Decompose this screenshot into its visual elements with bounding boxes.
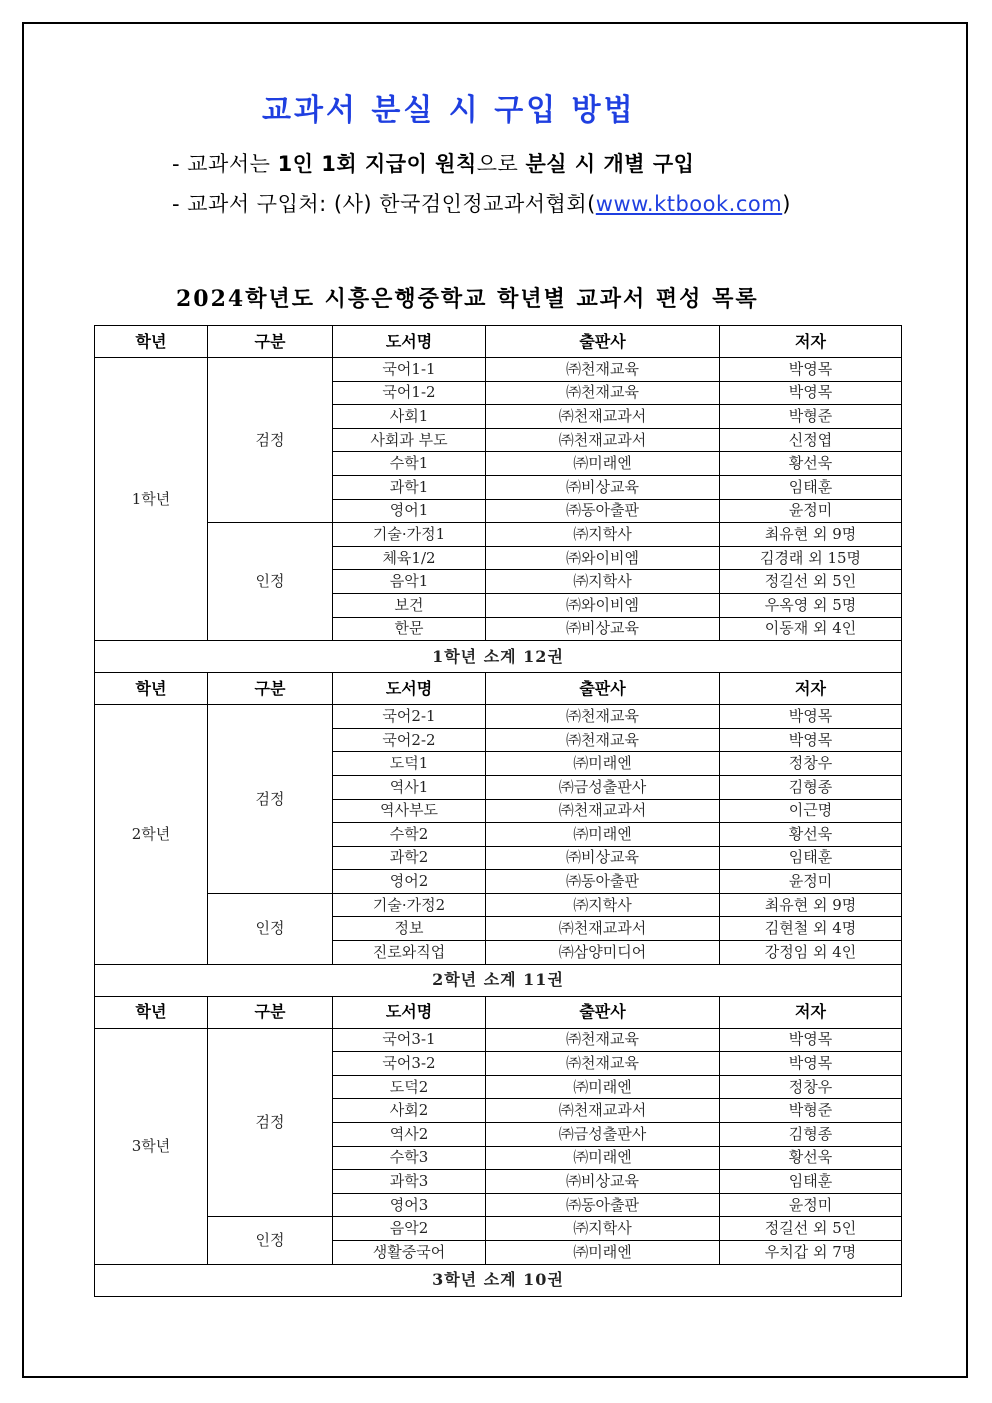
author-cell: 신정엽 <box>720 428 902 452</box>
publisher-cell: ㈜천재교과서 <box>486 917 720 941</box>
grade-cell: 1학년 <box>95 358 208 641</box>
book-title-cell: 역사부도 <box>333 799 486 823</box>
table-row <box>95 358 902 382</box>
publisher-cell: ㈜와이비엠 <box>486 546 720 570</box>
author-cell: 김형종 <box>720 1123 902 1147</box>
author-cell: 박형준 <box>720 1099 902 1123</box>
table-header-row <box>95 673 902 705</box>
author-cell: 이근명 <box>720 799 902 823</box>
author-cell: 정길선 외 5인 <box>720 1217 902 1241</box>
header-author: 저자 <box>720 326 902 358</box>
publisher-cell: ㈜지학사 <box>486 893 720 917</box>
subtotal-row <box>95 641 902 673</box>
author-cell: 강정임 외 4인 <box>720 941 902 965</box>
book-title-cell: 음악1 <box>333 570 486 594</box>
subtotal-cell: 3학년 소계 10권 <box>95 1264 902 1296</box>
book-title-cell: 국어3-2 <box>333 1052 486 1076</box>
book-title-cell: 보건 <box>333 593 486 617</box>
author-cell: 박영목 <box>720 728 902 752</box>
header-book-title: 도서명 <box>333 996 486 1028</box>
author-cell: 황선욱 <box>720 1146 902 1170</box>
author-cell: 윤정미 <box>720 870 902 894</box>
book-title-cell: 정보 <box>333 917 486 941</box>
author-cell: 박영목 <box>720 705 902 729</box>
note-distribution-bold-1: 1인 1회 지급이 원칙 <box>277 152 477 176</box>
author-cell: 임태훈 <box>720 475 902 499</box>
publisher-cell: ㈜와이비엠 <box>486 593 720 617</box>
author-cell: 김형종 <box>720 775 902 799</box>
publisher-cell: ㈜미래엔 <box>486 1075 720 1099</box>
publisher-cell: ㈜지학사 <box>486 523 720 547</box>
book-title-cell: 영어3 <box>333 1193 486 1217</box>
author-cell: 최유현 외 9명 <box>720 893 902 917</box>
author-cell: 임태훈 <box>720 846 902 870</box>
header-grade: 학년 <box>95 673 208 705</box>
publisher-cell: ㈜비상교육 <box>486 617 720 641</box>
publisher-cell: ㈜천재교과서 <box>486 799 720 823</box>
author-cell: 박영목 <box>720 1028 902 1052</box>
table-header-row <box>95 326 902 358</box>
category-cell: 검정 <box>208 358 333 523</box>
publisher-cell: ㈜금성출판사 <box>486 775 720 799</box>
page-title: 교과서 분실 시 구입 방법 <box>262 93 636 128</box>
header-category: 구분 <box>208 996 333 1028</box>
note-distribution <box>172 148 694 178</box>
publisher-cell: ㈜삼양미디어 <box>486 941 720 965</box>
publisher-cell: ㈜미래엔 <box>486 823 720 847</box>
header-publisher: 출판사 <box>486 673 720 705</box>
category-cell: 인정 <box>208 893 333 964</box>
book-title-cell: 국어2-1 <box>333 705 486 729</box>
author-cell: 최유현 외 9명 <box>720 523 902 547</box>
category-cell: 검정 <box>208 1028 333 1217</box>
note-purchase-prefix: - 교과서 구입처: (사) 한국검인정교과서협회( <box>172 192 596 216</box>
book-title-cell: 체육1/2 <box>333 546 486 570</box>
author-cell: 김경래 외 15명 <box>720 546 902 570</box>
book-title-cell: 진로와직업 <box>333 941 486 965</box>
book-title-cell: 과학1 <box>333 475 486 499</box>
book-title-cell: 사회2 <box>333 1099 486 1123</box>
publisher-cell: ㈜비상교육 <box>486 846 720 870</box>
textbook-table-body <box>95 326 902 1297</box>
author-cell: 황선욱 <box>720 452 902 476</box>
table-row <box>95 1028 902 1052</box>
author-cell: 김현철 외 4명 <box>720 917 902 941</box>
publisher-cell: ㈜천재교육 <box>486 705 720 729</box>
publisher-cell: ㈜천재교과서 <box>486 405 720 429</box>
publisher-cell: ㈜동아출판 <box>486 499 720 523</box>
header-category: 구분 <box>208 326 333 358</box>
author-cell: 이동재 외 4인 <box>720 617 902 641</box>
book-title-cell: 과학2 <box>333 846 486 870</box>
author-cell: 정창우 <box>720 752 902 776</box>
header-publisher: 출판사 <box>486 996 720 1028</box>
note-distribution-bold-2: 분실 시 개별 구입 <box>525 152 695 176</box>
category-cell: 검정 <box>208 705 333 894</box>
book-title-cell: 도덕2 <box>333 1075 486 1099</box>
header-author: 저자 <box>720 996 902 1028</box>
book-title-cell: 수학1 <box>333 452 486 476</box>
publisher-cell: ㈜비상교육 <box>486 475 720 499</box>
book-title-cell: 국어1-2 <box>333 381 486 405</box>
header-grade: 학년 <box>95 326 208 358</box>
author-cell: 윤정미 <box>720 499 902 523</box>
book-title-cell: 수학2 <box>333 823 486 847</box>
author-cell: 황선욱 <box>720 823 902 847</box>
author-cell: 정길선 외 5인 <box>720 570 902 594</box>
book-title-cell: 한문 <box>333 617 486 641</box>
book-title-cell: 사회과 부도 <box>333 428 486 452</box>
author-cell: 박영목 <box>720 358 902 382</box>
table-row <box>95 705 902 729</box>
author-cell: 윤정미 <box>720 1193 902 1217</box>
publisher-cell: ㈜천재교육 <box>486 1052 720 1076</box>
publisher-cell: ㈜지학사 <box>486 570 720 594</box>
publisher-cell: ㈜천재교육 <box>486 728 720 752</box>
header-author: 저자 <box>720 673 902 705</box>
author-cell: 박형준 <box>720 405 902 429</box>
note-purchase-place <box>172 188 791 218</box>
book-title-cell: 역사1 <box>333 775 486 799</box>
textbook-table <box>94 325 902 1297</box>
author-cell: 우치갑 외 7명 <box>720 1241 902 1265</box>
ktbook-link[interactable]: www.ktbook.com <box>595 192 783 216</box>
header-grade: 학년 <box>95 996 208 1028</box>
category-cell: 인정 <box>208 1217 333 1264</box>
publisher-cell: ㈜천재교육 <box>486 358 720 382</box>
book-title-cell: 생활중국어 <box>333 1241 486 1265</box>
book-title-cell: 영어2 <box>333 870 486 894</box>
subtotal-row <box>95 1264 902 1296</box>
note-distribution-prefix: - 교과서는 <box>172 152 278 176</box>
book-title-cell: 기술·가정2 <box>333 893 486 917</box>
grade-cell: 2학년 <box>95 705 208 965</box>
header-book-title: 도서명 <box>333 673 486 705</box>
publisher-cell: ㈜비상교육 <box>486 1170 720 1194</box>
publisher-cell: ㈜동아출판 <box>486 870 720 894</box>
subtotal-cell: 2학년 소계 11권 <box>95 964 902 996</box>
table-row <box>95 523 902 547</box>
table-header-row <box>95 996 902 1028</box>
header-book-title: 도서명 <box>333 326 486 358</box>
publisher-cell: ㈜미래엔 <box>486 1146 720 1170</box>
publisher-cell: ㈜미래엔 <box>486 1241 720 1265</box>
book-title-cell: 사회1 <box>333 405 486 429</box>
book-title-cell: 국어2-2 <box>333 728 486 752</box>
category-cell: 인정 <box>208 523 333 641</box>
note-purchase-suffix: ) <box>782 192 791 216</box>
author-cell: 박영목 <box>720 381 902 405</box>
table-title: 2024학년도 시흥은행중학교 학년별 교과서 편성 목록 <box>176 286 759 312</box>
publisher-cell: ㈜천재교과서 <box>486 428 720 452</box>
table-row <box>95 1217 902 1241</box>
publisher-cell: ㈜천재교육 <box>486 1028 720 1052</box>
book-title-cell: 과학3 <box>333 1170 486 1194</box>
subtotal-row <box>95 964 902 996</box>
subtotal-cell: 1학년 소계 12권 <box>95 641 902 673</box>
book-title-cell: 수학3 <box>333 1146 486 1170</box>
book-title-cell: 국어1-1 <box>333 358 486 382</box>
author-cell: 임태훈 <box>720 1170 902 1194</box>
publisher-cell: ㈜금성출판사 <box>486 1123 720 1147</box>
header-category: 구분 <box>208 673 333 705</box>
book-title-cell: 역사2 <box>333 1123 486 1147</box>
note-distribution-mid: 으로 <box>476 152 526 176</box>
publisher-cell: ㈜동아출판 <box>486 1193 720 1217</box>
publisher-cell: ㈜지학사 <box>486 1217 720 1241</box>
publisher-cell: ㈜천재교과서 <box>486 1099 720 1123</box>
author-cell: 우옥영 외 5명 <box>720 593 902 617</box>
book-title-cell: 도덕1 <box>333 752 486 776</box>
publisher-cell: ㈜미래엔 <box>486 752 720 776</box>
publisher-cell: ㈜미래엔 <box>486 452 720 476</box>
header-publisher: 출판사 <box>486 326 720 358</box>
table-row <box>95 893 902 917</box>
publisher-cell: ㈜천재교육 <box>486 381 720 405</box>
book-title-cell: 기술·가정1 <box>333 523 486 547</box>
grade-cell: 3학년 <box>95 1028 208 1264</box>
book-title-cell: 영어1 <box>333 499 486 523</box>
book-title-cell: 음악2 <box>333 1217 486 1241</box>
author-cell: 박영목 <box>720 1052 902 1076</box>
book-title-cell: 국어3-1 <box>333 1028 486 1052</box>
author-cell: 정창우 <box>720 1075 902 1099</box>
